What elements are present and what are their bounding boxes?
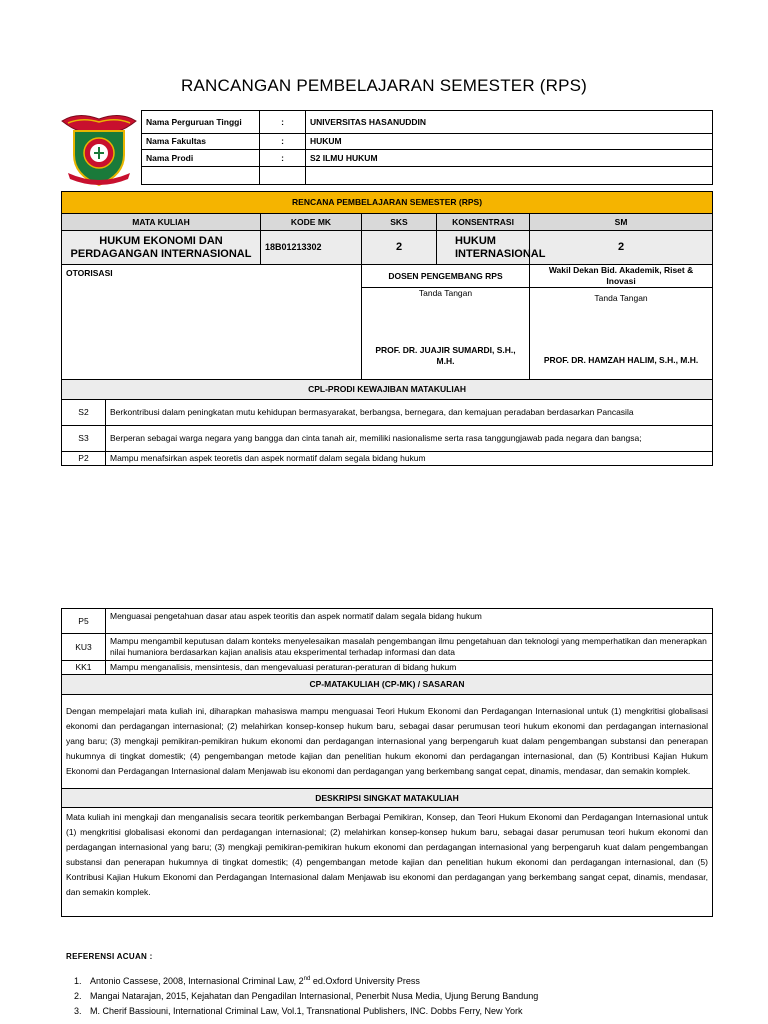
deskripsi-header: DESKRIPSI SINGKAT MATAKULIAH: [62, 789, 713, 808]
course-sks: 2: [362, 231, 437, 265]
cpl-text: Mampu mengambil keputusan dalam konteks menyelesaikan masalah pengembangan ilmu pengetahuan dan teknologi yang memperhatikan dan menerapkan nilai humaniora berdasarkan kajian analisis atau eksperimental terhadap informasi dan data: [106, 634, 713, 661]
cpmk-header: CP-MATAKULIAH (CP-MK) / SASARAN: [62, 675, 713, 695]
wakil-header: Wakil Dekan Bid. Akademik, Riset & Inovasi: [530, 265, 713, 288]
course-header-konsentrasi: KONSENTRASI: [437, 214, 530, 231]
referensi-text: Mangai Natarajan, 2015, Kejahatan dan Pengadilan Internasional, Penerbit Nusa Media, Ujung Berung Bandung: [90, 991, 539, 1001]
cpl-row: [62, 452, 713, 466]
university-emblem-icon: [58, 107, 140, 189]
cpl-code: KU3: [62, 634, 106, 661]
header-row-perguruan: [142, 111, 713, 134]
course-name-line1: HUKUM EKONOMI DAN: [99, 234, 223, 247]
cpl-header: CPL-PRODI KEWAJIBAN MATAKULIAH: [62, 380, 713, 400]
referensi-title: REFERENSI ACUAN :: [66, 952, 153, 961]
course-header-sm: SM: [530, 214, 713, 231]
wakil-name: PROF. DR. HAMZAH HALIM, S.H., M.H.: [543, 355, 699, 365]
cpl-code: KK1: [62, 661, 106, 675]
rps-main-table: [61, 191, 713, 466]
cpl-text: Berperan sebagai warga negara yang bangga dan cinta tanah air, memiliki nasionalisme serta rasa tanggungjawab pada negara dan bangsa;: [106, 426, 713, 452]
cpl-row: [62, 634, 713, 661]
dosen-name-line1: PROF. DR. JUAJIR SUMARDI, S.H.,: [375, 345, 516, 355]
course-code: 18B01213302: [261, 231, 362, 265]
konsentrasi-line1: HUKUM: [455, 234, 496, 247]
dosen-header: DOSEN PENGEMBANG RPS: [362, 265, 530, 288]
cpl-text: Mampu menafsirkan aspek teoretis dan aspek normatif dalam segala bidang hukum: [106, 452, 713, 466]
referensi-sup: nd: [303, 976, 311, 982]
header-label: Nama Prodi: [142, 150, 260, 167]
course-konsentrasi: [437, 231, 546, 265]
cpl-row: [62, 609, 713, 634]
cpl-code: S3: [62, 426, 106, 452]
header-label: Nama Perguruan Tinggi: [142, 111, 260, 134]
dosen-sign-label: Tanda Tangan: [418, 288, 473, 298]
course-header-sks: SKS: [362, 214, 437, 231]
course-name: [62, 231, 261, 265]
wakil-signature-cell: [530, 288, 713, 380]
cpmk-text: Dengan mempelajari mata kuliah ini, diharapkan mahasiswa mampu menguasai Teori Hukum Ekonomi dan Perdagangan Internasional untuk (1) mengkritisi globalisasi ekonomi dan perdagangan internasional; (2) melahirkan konsep-konsep hukum baru, sebagai dasar perumusan teori hukum ekonomi dan perdagangan internasional yang baru; (3) mengkaji pemikiran-pemikiran hukum ekonomi dan perdagangan internasional yang berpengaruh kuat dalam pengembangan substansi dan penerapan hukumnya di tingkat domestik; (4) pengembangan metode kajian dan penelitian hukum ekonomi dan perdagangan internasional, dan (5) Kontribusi Kajian Hukum Ekonomi dan Perdagangan Internasional dalam Menjawab isu ekonomi dan perdagangan yang berkembang sangat cepat, dinamis, mendasar, dan semakin komplek.: [62, 695, 713, 789]
referensi-item: [84, 972, 744, 989]
rps-continued-table: [61, 608, 713, 917]
empty-cell: [142, 167, 260, 185]
referensi-text-post: ed.Oxford University Press: [310, 976, 420, 986]
page-title: RANCANGAN PEMBELAJARAN SEMESTER (RPS): [180, 76, 588, 95]
header-sep: :: [260, 134, 306, 150]
deskripsi-text: Mata kuliah ini mengkaji dan menganalisis secara teoritik perkembangan Berbagai Pemikiran, Konsep, dan Teori Hukum Ekonomi dan Perdagangan Internasional untuk (1) mengkritisi globalisasi ekonomi dan perdagangan internasional; (2) melahirkan konsep-konsep hukum baru, sebagai dasar perumusan teori hukum ekonomi dan perdagangan internasional yang baru; (3) mengkaji pemikiran-pemikiran hukum ekonomi dan perdagangan internasional yang berpengaruh kuat dalam pengembangan substansi dan penerapan hukumnya di tingkat domestik; (4) pengembangan metode kajian dan penelitian hukum ekonomi dan perdagangan internasional, dan (5) Kontribusi Kajian Hukum Ekonomi dan Perdagangan Internasional dalam Menjawab isu ekonomi dan perdagangan yang berkembang sangat cepat, dinamis, mendasar, dan semakin komplek.: [62, 808, 713, 917]
cpl-text: Menguasai pengetahuan dasar atau aspek teoritis dan aspek normatif dalam segala bidang hukum: [106, 609, 713, 634]
rps-banner: RENCANA PEMBELAJARAN SEMESTER (RPS): [62, 192, 713, 214]
university-logo: [58, 107, 140, 189]
header-row-prodi: [142, 150, 713, 167]
header-label: Nama Fakultas: [142, 134, 260, 150]
cpl-row: [62, 426, 713, 452]
header-sep: :: [260, 150, 306, 167]
referensi-item: [84, 989, 744, 1004]
referensi-item: [84, 1004, 744, 1019]
empty-cell: [260, 167, 306, 185]
wakil-sign-label: Tanda Tangan: [594, 293, 648, 303]
empty-cell: [306, 167, 713, 185]
cpl-text: Berkontribusi dalam peningkatan mutu kehidupan bermasyarakat, berbangsa, bernegara, dan kemajuan peradaban berdasarkan Pancasila: [106, 400, 713, 426]
cpl-text: Mampu menganalisis, mensintesis, dan mengevaluasi peraturan-peraturan di bidang hukum: [106, 661, 713, 675]
dosen-name-line2: M.H.: [436, 356, 455, 366]
dosen-signature-cell: [362, 288, 530, 380]
konsentrasi-line2: INTERNASIONAL: [455, 247, 546, 260]
otorisasi-label: OTORISASI: [62, 265, 362, 380]
cpl-code: P5: [62, 609, 106, 634]
header-value: S2 ILMU HUKUM: [306, 150, 713, 167]
header-info-table: [141, 110, 713, 185]
header-sep: :: [260, 111, 306, 134]
header-row-fakultas: [142, 134, 713, 150]
referensi-list: [66, 972, 744, 1019]
course-sm: 2: [530, 231, 713, 265]
course-name-line2: PERDAGANGAN INTERNASIONAL: [70, 247, 252, 260]
header-value: HUKUM: [306, 134, 713, 150]
cpl-row: [62, 661, 713, 675]
cpl-code: P2: [62, 452, 106, 466]
referensi-text: M. Cherif Bassiouni, International Criminal Law, Vol.1, Transnational Publishers, INC. Dobbs Ferry, New York: [90, 1006, 523, 1016]
cpl-code: S2: [62, 400, 106, 426]
header-row-empty: [142, 167, 713, 185]
cpl-row: [62, 400, 713, 426]
header-value: UNIVERSITAS HASANUDDIN: [306, 111, 713, 134]
course-header-kode: KODE MK: [261, 214, 362, 231]
referensi-text: Antonio Cassese, 2008, Internasional Criminal Law, 2: [90, 976, 304, 986]
course-header-mata-kuliah: MATA KULIAH: [62, 214, 261, 231]
